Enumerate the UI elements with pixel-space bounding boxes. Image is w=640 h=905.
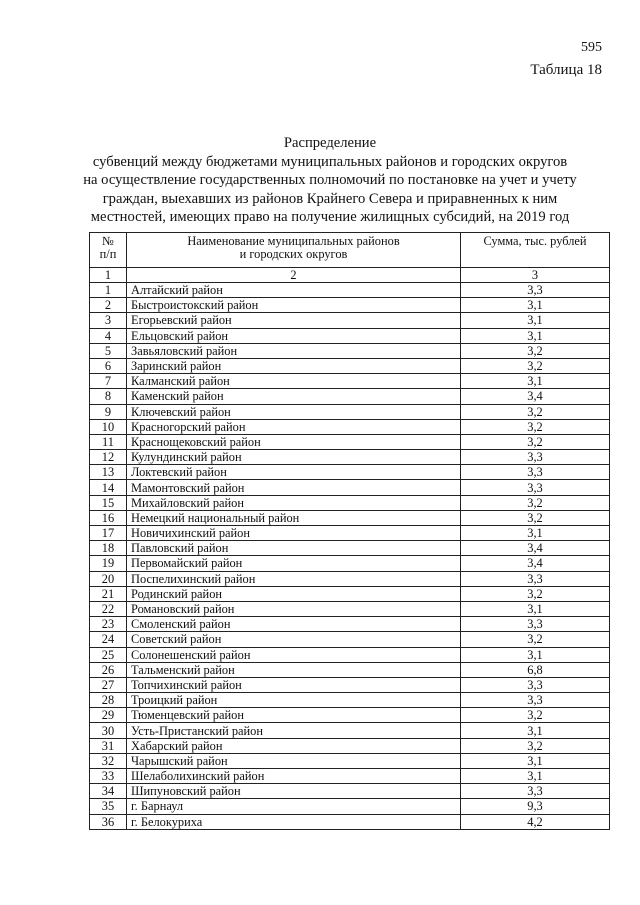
district-name: Кулундинский район bbox=[127, 450, 461, 465]
table-row bbox=[90, 526, 610, 541]
row-number: 18 bbox=[90, 541, 127, 556]
table-row bbox=[90, 404, 610, 419]
table-row bbox=[90, 769, 610, 784]
subvention-sum: 3,3 bbox=[461, 283, 610, 298]
table-row bbox=[90, 677, 610, 692]
title-line-5: местностей, имеющих право на получение жилищных субсидий, на 2019 год bbox=[90, 209, 570, 225]
district-name: Романовский район bbox=[127, 601, 461, 616]
subvention-sum: 3,1 bbox=[461, 601, 610, 616]
row-number: 2 bbox=[90, 298, 127, 313]
table-row bbox=[90, 465, 610, 480]
table-row bbox=[90, 753, 610, 768]
subvention-sum: 3,3 bbox=[461, 450, 610, 465]
row-number: 4 bbox=[90, 328, 127, 343]
row-number: 35 bbox=[90, 799, 127, 814]
district-name: Красногорский район bbox=[127, 419, 461, 434]
row-number: 17 bbox=[90, 526, 127, 541]
table-row bbox=[90, 814, 610, 829]
district-name: Мамонтовский район bbox=[127, 480, 461, 495]
row-number: 8 bbox=[90, 389, 127, 404]
table-row bbox=[90, 343, 610, 358]
table-row bbox=[90, 298, 610, 313]
row-number: 34 bbox=[90, 784, 127, 799]
table-body bbox=[90, 283, 610, 830]
district-name: Усть-Пристанский район bbox=[127, 723, 461, 738]
subvention-sum: 3,1 bbox=[461, 374, 610, 389]
subvention-sum: 3,2 bbox=[461, 343, 610, 358]
table-header-row bbox=[90, 233, 610, 268]
header-sum: Сумма, тыс. рублей bbox=[461, 233, 610, 268]
subvention-sum: 3,2 bbox=[461, 586, 610, 601]
subvention-sum: 3,2 bbox=[461, 632, 610, 647]
subvention-sum: 3,1 bbox=[461, 647, 610, 662]
table-row bbox=[90, 632, 610, 647]
table-row bbox=[90, 647, 610, 662]
district-name: Быстроистокский район bbox=[127, 298, 461, 313]
subvention-sum: 3,4 bbox=[461, 541, 610, 556]
row-number: 33 bbox=[90, 769, 127, 784]
table-row bbox=[90, 738, 610, 753]
subvention-sum: 3,3 bbox=[461, 480, 610, 495]
district-name: Троицкий район bbox=[127, 693, 461, 708]
subvention-sum: 3,3 bbox=[461, 693, 610, 708]
subvention-sum: 3,2 bbox=[461, 358, 610, 373]
district-name: Павловский район bbox=[127, 541, 461, 556]
district-name: Краснощековский район bbox=[127, 434, 461, 449]
table-row bbox=[90, 419, 610, 434]
district-name: Советский район bbox=[127, 632, 461, 647]
subvention-sum: 3,1 bbox=[461, 723, 610, 738]
table-row bbox=[90, 723, 610, 738]
subvention-sum: 3,1 bbox=[461, 769, 610, 784]
row-number: 5 bbox=[90, 343, 127, 358]
header-number bbox=[90, 233, 127, 268]
table-row bbox=[90, 571, 610, 586]
table-row bbox=[90, 283, 610, 298]
district-name: Калманский район bbox=[127, 374, 461, 389]
table-row bbox=[90, 662, 610, 677]
row-number: 6 bbox=[90, 358, 127, 373]
row-number: 9 bbox=[90, 404, 127, 419]
subvention-sum: 3,2 bbox=[461, 434, 610, 449]
subvention-sum: 4,2 bbox=[461, 814, 610, 829]
district-name: Поспелихинский район bbox=[127, 571, 461, 586]
column-number-1: 1 bbox=[90, 268, 127, 283]
row-number: 32 bbox=[90, 753, 127, 768]
district-name: Смоленский район bbox=[127, 617, 461, 632]
district-name: Завьяловский район bbox=[127, 343, 461, 358]
table-row bbox=[90, 541, 610, 556]
table-row bbox=[90, 480, 610, 495]
subvention-sum: 3,1 bbox=[461, 313, 610, 328]
table-row bbox=[90, 313, 610, 328]
district-name: Родинский район bbox=[127, 586, 461, 601]
row-number: 19 bbox=[90, 556, 127, 571]
row-number: 31 bbox=[90, 738, 127, 753]
row-number: 20 bbox=[90, 571, 127, 586]
subvention-sum: 3,3 bbox=[461, 465, 610, 480]
district-name: Алтайский район bbox=[127, 283, 461, 298]
title-line-4: граждан, выехавших из районов Крайнего Севера и приравненных к ним bbox=[102, 190, 558, 207]
district-name: Хабарский район bbox=[127, 738, 461, 753]
district-name: Ключевский район bbox=[127, 404, 461, 419]
row-number: 1 bbox=[90, 283, 127, 298]
table-row bbox=[90, 784, 610, 799]
column-number-row bbox=[90, 268, 610, 283]
subvention-sum: 3,1 bbox=[461, 753, 610, 768]
district-name: г. Белокуриха bbox=[127, 814, 461, 829]
row-number: 11 bbox=[90, 434, 127, 449]
table-row bbox=[90, 601, 610, 616]
title-line-2: субвенций между бюджетами муниципальных районов и городских округов bbox=[92, 153, 568, 170]
row-number: 30 bbox=[90, 723, 127, 738]
row-number: 10 bbox=[90, 419, 127, 434]
district-name: Михайловский район bbox=[127, 495, 461, 510]
table-row bbox=[90, 510, 610, 525]
district-name: Каменский район bbox=[127, 389, 461, 404]
subvention-sum: 3,2 bbox=[461, 708, 610, 723]
subvention-sum: 3,3 bbox=[461, 617, 610, 632]
row-number: 13 bbox=[90, 465, 127, 480]
row-number: 16 bbox=[90, 510, 127, 525]
subvention-sum: 3,3 bbox=[461, 571, 610, 586]
table-row bbox=[90, 389, 610, 404]
subvention-sum: 3,2 bbox=[461, 404, 610, 419]
district-name: Немецкий национальный район bbox=[127, 510, 461, 525]
subvention-sum: 3,4 bbox=[461, 389, 610, 404]
row-number: 25 bbox=[90, 647, 127, 662]
title-line-1: Распределение bbox=[283, 135, 377, 151]
district-name: Ельцовский район bbox=[127, 328, 461, 343]
district-name: Шелаболихинский район bbox=[127, 769, 461, 784]
row-number: 22 bbox=[90, 601, 127, 616]
subvention-sum: 3,1 bbox=[461, 526, 610, 541]
district-name: Егорьевский район bbox=[127, 313, 461, 328]
row-number: 26 bbox=[90, 662, 127, 677]
row-number: 3 bbox=[90, 313, 127, 328]
subvention-sum: 6,8 bbox=[461, 662, 610, 677]
row-number: 29 bbox=[90, 708, 127, 723]
row-number: 23 bbox=[90, 617, 127, 632]
subvention-sum: 3,1 bbox=[461, 328, 610, 343]
district-name: г. Барнаул bbox=[127, 799, 461, 814]
column-number-3: 3 bbox=[461, 268, 610, 283]
table-label: Таблица 18 bbox=[530, 62, 602, 78]
subvention-sum: 3,2 bbox=[461, 495, 610, 510]
district-name: Солонешенский район bbox=[127, 647, 461, 662]
subvention-sum: 3,1 bbox=[461, 298, 610, 313]
district-name: Чарышский район bbox=[127, 753, 461, 768]
district-name: Топчихинский район bbox=[127, 677, 461, 692]
district-name: Заринский район bbox=[127, 358, 461, 373]
table-row bbox=[90, 693, 610, 708]
table-row bbox=[90, 374, 610, 389]
distribution-table bbox=[89, 232, 610, 830]
row-number: 28 bbox=[90, 693, 127, 708]
header-number-line-1: № bbox=[102, 234, 114, 248]
row-number: 21 bbox=[90, 586, 127, 601]
subvention-sum: 3,3 bbox=[461, 784, 610, 799]
district-name: Первомайский район bbox=[127, 556, 461, 571]
row-number: 14 bbox=[90, 480, 127, 495]
page-number: 595 bbox=[581, 40, 602, 55]
subvention-sum: 3,2 bbox=[461, 419, 610, 434]
header-name-line-1: Наименование муниципальных районов bbox=[187, 234, 400, 248]
table-row bbox=[90, 708, 610, 723]
district-name: Шипуновский район bbox=[127, 784, 461, 799]
subvention-sum: 9,3 bbox=[461, 799, 610, 814]
header-number-line-2: п/п bbox=[99, 247, 117, 261]
subvention-sum: 3,2 bbox=[461, 738, 610, 753]
subvention-sum: 3,4 bbox=[461, 556, 610, 571]
document-title bbox=[60, 134, 600, 227]
row-number: 12 bbox=[90, 450, 127, 465]
table-row bbox=[90, 328, 610, 343]
district-name: Тюменцевский район bbox=[127, 708, 461, 723]
table-row bbox=[90, 358, 610, 373]
district-name: Тальменский район bbox=[127, 662, 461, 677]
subvention-sum: 3,2 bbox=[461, 510, 610, 525]
row-number: 15 bbox=[90, 495, 127, 510]
header-name-line-2: и городских округов bbox=[239, 247, 348, 261]
table-row bbox=[90, 586, 610, 601]
table-row bbox=[90, 450, 610, 465]
table-row bbox=[90, 617, 610, 632]
district-name: Локтевский район bbox=[127, 465, 461, 480]
row-number: 24 bbox=[90, 632, 127, 647]
column-number-2: 2 bbox=[127, 268, 461, 283]
district-name: Новичихинский район bbox=[127, 526, 461, 541]
row-number: 36 bbox=[90, 814, 127, 829]
header-name bbox=[127, 233, 461, 268]
row-number: 27 bbox=[90, 677, 127, 692]
table-row bbox=[90, 799, 610, 814]
subvention-sum: 3,3 bbox=[461, 677, 610, 692]
table-row bbox=[90, 495, 610, 510]
title-line-3: на осуществление государственных полномочий по постановке на учет и учету bbox=[83, 172, 577, 188]
table-row bbox=[90, 434, 610, 449]
row-number: 7 bbox=[90, 374, 127, 389]
table-row bbox=[90, 556, 610, 571]
